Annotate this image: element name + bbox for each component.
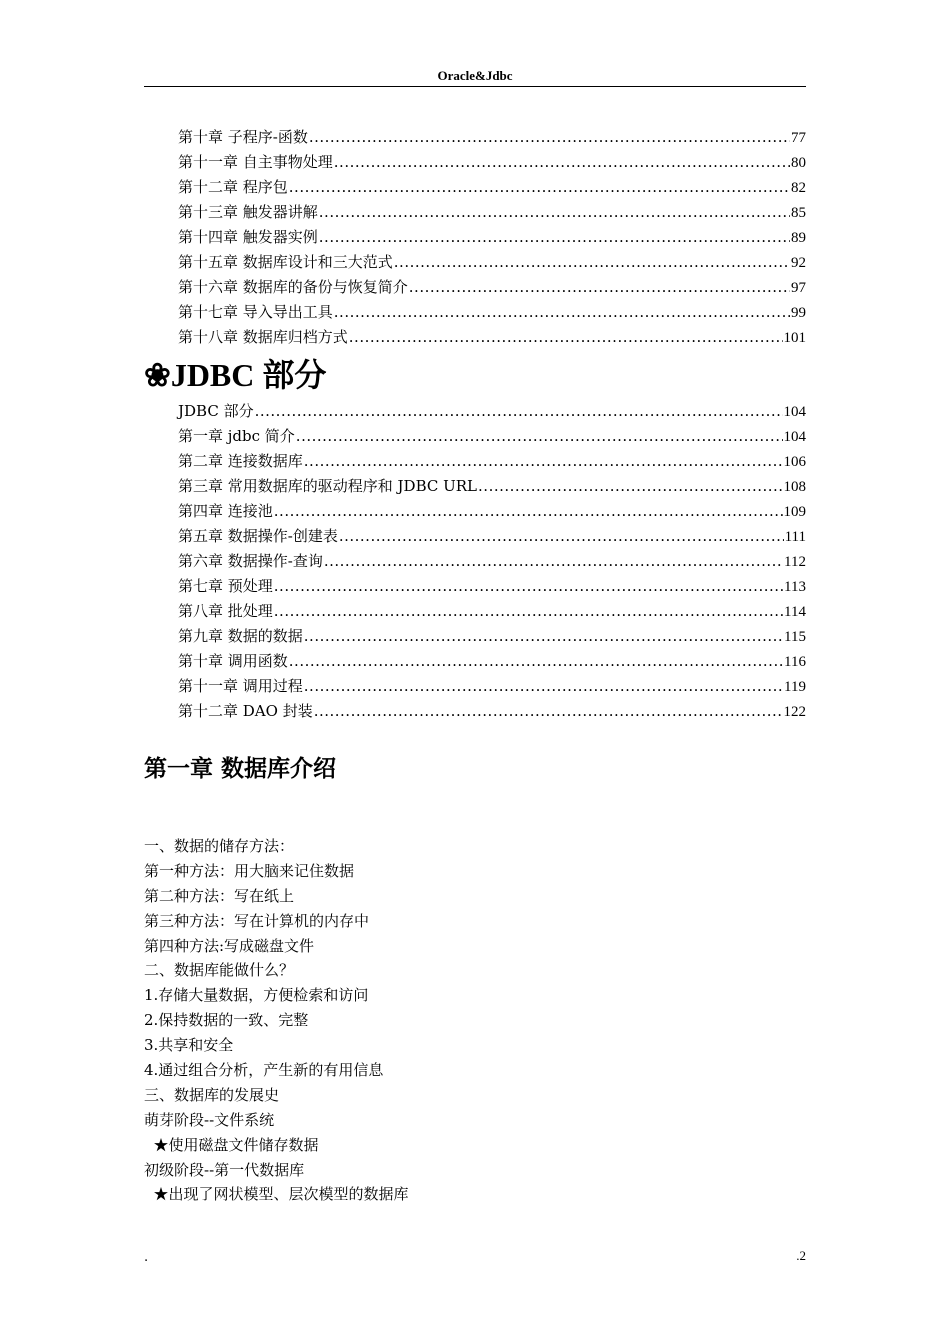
toc-entry[interactable] (178, 624, 806, 649)
chapter-title: 第一章 数据库介绍 (144, 756, 337, 782)
toc-entry[interactable] (178, 574, 806, 599)
toc-entry-title: 第六章 数据操作-查询 (178, 552, 323, 570)
body-line: 4.通过组合分析，产生新的有用信息 (144, 1061, 384, 1080)
toc-leader-dots (324, 549, 783, 574)
toc-entry-page: 92 (791, 255, 806, 271)
toc-entry-title: 第八章 批处理 (178, 602, 273, 620)
body-line: 一、数据的储存方法： (144, 837, 295, 855)
toc-leader-dots (304, 624, 783, 649)
toc-entry-page: 106 (783, 454, 806, 470)
toc-entry-page: 104 (783, 404, 806, 420)
toc-entry-page: 99 (791, 305, 806, 321)
toc-entry-title: 第五章 数据操作-创建表 (178, 527, 338, 545)
toc-entry-title: 第十八章 数据库归档方式 (178, 328, 348, 346)
toc-leader-dots (309, 125, 790, 150)
chapter-body (144, 834, 806, 1207)
toc-leader-dots (394, 250, 790, 275)
toc-entry-page: 82 (791, 180, 806, 196)
toc-entry-title: 第十二章 DAO 封装 (178, 702, 313, 720)
toc-entry-title: JDBC 部分 (178, 402, 254, 420)
body-line: 1.存储大量数据，方便检索和访问 (144, 986, 369, 1005)
toc-leader-dots (339, 524, 784, 549)
toc-entry[interactable] (178, 474, 806, 499)
toc-entry[interactable] (178, 649, 806, 674)
toc-entry-title: 第二章 连接数据库 (178, 452, 303, 470)
toc-entry-title: 第十五章 数据库设计和三大范式 (178, 253, 393, 271)
body-line: 初级阶段--第一代数据库 (144, 1160, 305, 1179)
toc-entry[interactable] (178, 175, 806, 200)
page-header: Oracle&Jdbc (144, 66, 806, 87)
toc-entry[interactable] (178, 449, 806, 474)
toc-leader-dots (334, 300, 790, 325)
toc-leader-dots (289, 649, 783, 674)
toc-entry-page: 101 (783, 330, 806, 346)
jdbc-section-title: ❀JDBC 部分 (144, 357, 327, 393)
toc-entry[interactable] (178, 499, 806, 524)
toc-entry-page: 115 (784, 629, 806, 645)
toc-entry-page: 104 (783, 429, 806, 445)
toc-entry-title: 第十三章 触发器讲解 (178, 203, 318, 221)
toc-entry-page: 109 (783, 504, 806, 520)
toc-entry-title: 第十六章 数据库的备份与恢复简介 (178, 278, 408, 296)
toc-entry[interactable] (178, 275, 806, 300)
toc-leader-dots (319, 225, 790, 250)
toc-entry[interactable] (178, 549, 806, 574)
toc-entry-title: 第十一章 调用过程 (178, 677, 303, 695)
toc-entry-title: 第七章 预处理 (178, 577, 273, 595)
toc-entry[interactable] (178, 325, 806, 350)
toc-entry[interactable] (178, 674, 806, 699)
toc-leader-dots (314, 699, 783, 724)
body-line: ★出现了网状模型、层次模型的数据库 (144, 1185, 409, 1204)
toc-entry-title: 第十一章 自主事物处理 (178, 153, 333, 171)
toc-entry-title: 第十章 调用函数 (178, 652, 288, 670)
toc-entry-page: 114 (784, 604, 806, 620)
toc-entry[interactable] (178, 300, 806, 325)
toc-leader-dots (274, 574, 783, 599)
toc-entry-title: 第十章 子程序-函数 (178, 128, 308, 146)
toc-entry-page: 108 (783, 479, 806, 495)
toc-leader-dots (334, 150, 790, 175)
toc-leader-dots (319, 200, 790, 225)
toc-entry-title: 第十七章 导入导出工具 (178, 303, 333, 321)
body-line: 第四种方法:写成磁盘文件 (144, 936, 315, 955)
toc-entry-title: 第十二章 程序包 (178, 178, 288, 196)
toc-leader-dots (304, 674, 783, 699)
body-line: 第一种方法：用大脑来记住数据 (144, 861, 355, 880)
body-line: 第二种方法：写在纸上 (144, 886, 295, 905)
toc-entry-page: 89 (791, 230, 806, 246)
toc-leader-dots (274, 599, 783, 624)
toc-entry-page: 80 (791, 155, 806, 171)
body-line: ★使用磁盘文件储存数据 (144, 1135, 319, 1154)
body-line: 二、数据库能做什么？ (144, 961, 295, 980)
toc-leader-dots (255, 399, 783, 424)
toc-jdbc (178, 399, 806, 724)
toc-leader-dots (274, 499, 783, 524)
toc-entry[interactable] (178, 200, 806, 225)
toc-entry-title: 第一章 jdbc 简介 (178, 427, 295, 445)
body-line: 萌芽阶段--文件系统 (144, 1110, 275, 1129)
toc-entry[interactable] (178, 150, 806, 175)
toc-entry-page: 116 (784, 654, 806, 670)
toc-leader-dots (478, 474, 782, 499)
toc-entry[interactable] (178, 424, 806, 449)
footer-left-mark: . (144, 1250, 149, 1265)
page-number: .2 (796, 1248, 806, 1263)
toc-entry[interactable] (178, 125, 806, 150)
toc-entry[interactable] (178, 399, 806, 424)
toc-entry-page: 111 (784, 529, 806, 545)
toc-entry-title: 第九章 数据的数据 (178, 627, 303, 645)
body-line: 2.保持数据的一致、完整 (144, 1011, 309, 1030)
toc-entry[interactable] (178, 699, 806, 724)
toc-entry-title: 第四章 连接池 (178, 502, 273, 520)
toc-leader-dots (296, 424, 783, 449)
toc-leader-dots (409, 275, 790, 300)
body-line: 3.共享和安全 (144, 1036, 234, 1055)
toc-entry-page: 85 (791, 205, 806, 221)
toc-leader-dots (289, 175, 790, 200)
toc-entry-page: 77 (791, 130, 806, 146)
toc-leader-dots (349, 325, 783, 350)
toc-leader-dots (304, 449, 783, 474)
toc-entry-title: 第三章 常用数据库的驱动程序和 JDBC URL (178, 477, 478, 495)
toc-entry-page: 122 (783, 704, 806, 720)
toc-entry-page: 112 (784, 554, 806, 570)
toc-entry-title: 第十四章 触发器实例 (178, 228, 318, 246)
toc-entry-page: 97 (791, 280, 806, 296)
toc-entry[interactable] (178, 250, 806, 275)
toc-entry-page: 113 (784, 579, 806, 595)
body-line: 三、数据库的发展史 (144, 1085, 280, 1104)
body-line: 第三种方法：写在计算机的内存中 (144, 911, 370, 930)
toc-entry[interactable] (178, 599, 806, 624)
toc-oracle (178, 125, 806, 350)
toc-entry-page: 119 (784, 679, 806, 695)
toc-entry[interactable] (178, 225, 806, 250)
toc-entry[interactable] (178, 524, 806, 549)
